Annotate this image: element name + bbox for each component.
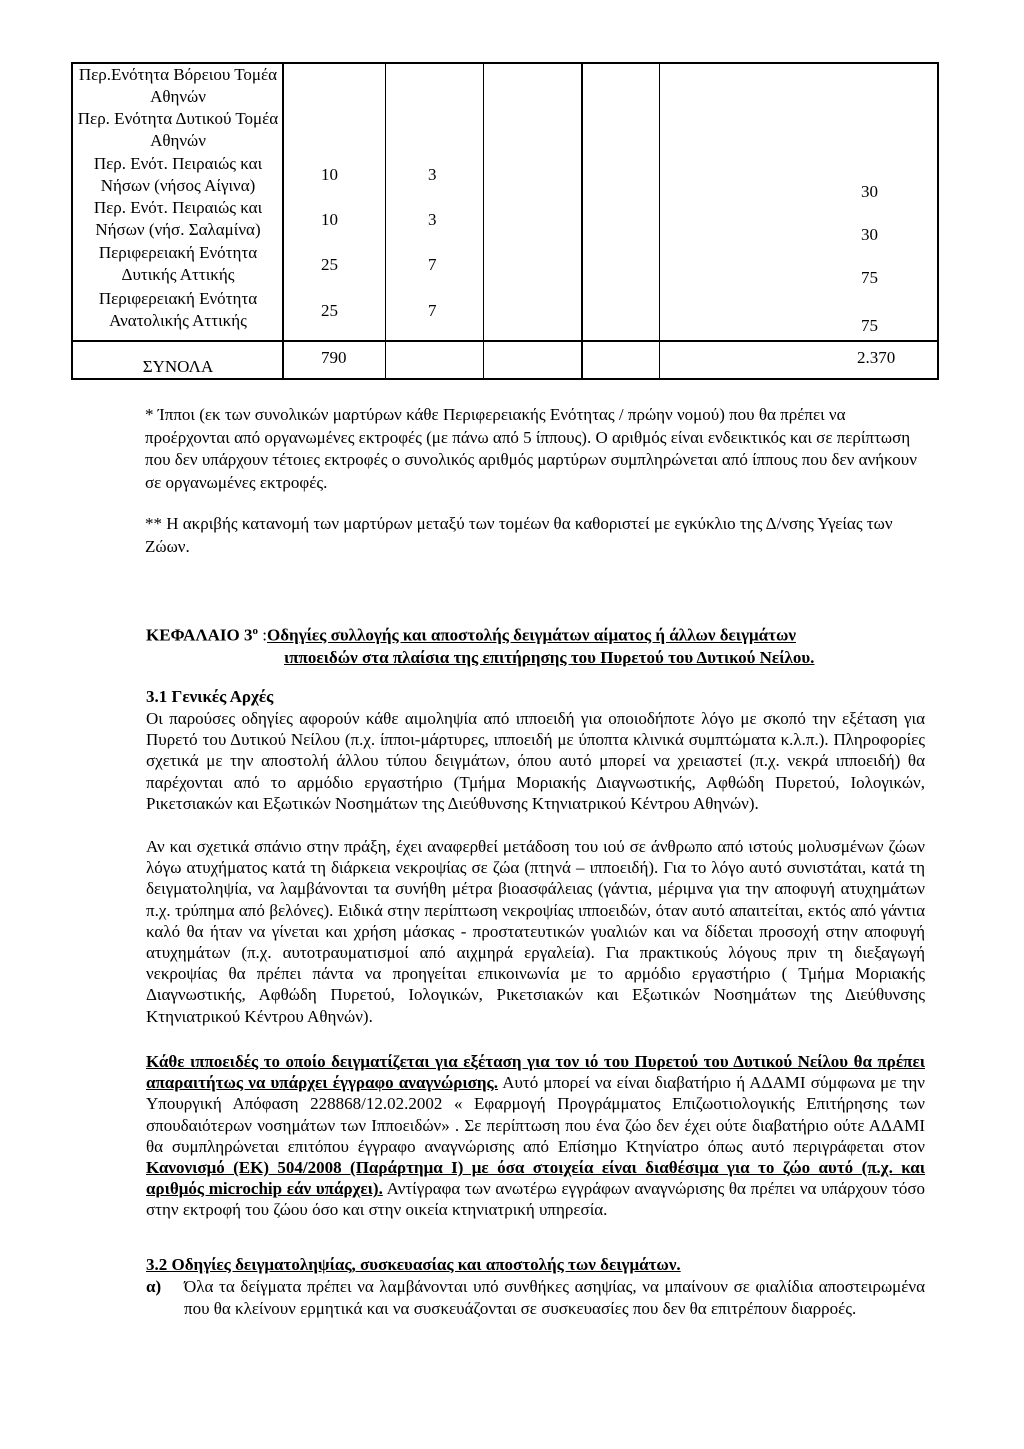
chapter-label-sup: ο — [252, 625, 259, 637]
list-item-marker: α) — [146, 1277, 162, 1296]
section-heading-3-2: 3.2 Οδηγίες δειγματοληψίας, συσκευασίας και αποστολής των δειγμάτων. — [146, 1255, 681, 1274]
table-cell: 25 — [321, 301, 338, 320]
table-col-divider — [581, 64, 583, 378]
chapter-title-line1: Οδηγίες συλλογής και αποστολής δειγμάτων αίματος ή άλλων δειγμάτων — [267, 625, 797, 645]
identification-requirement: Κάθε ιπποειδές το οποίο δειγματίζεται για εξέταση για τον ιό του Πυρετού του Δυτικού Νείλου θα πρέπει απαραιτήτως να υπάρχει έγγραφο αναγνώρισης. — [146, 1052, 925, 1093]
identification-text-b: Αντίγραφα των ανωτέρω εγγράφων αναγνώρισης θα πρέπει να υπάρχουν τόσο στην εκτροφή του ζώου όσο και στην οικεία κτηνιατρική υπηρεσία. — [146, 1179, 925, 1220]
paragraph-identification — [146, 1051, 925, 1221]
witness-distribution-table — [71, 62, 939, 380]
table-cell: 3 — [428, 165, 437, 184]
table-row-label: Περ. Ενότ. Πειραιώς και Νήσων (νήσ. Σαλαμίνα) — [93, 198, 263, 239]
paragraph-general-principles: Οι παρούσες οδηγίες αφορούν κάθε αιμοληψία από ιπποειδή για οποιοδήποτε λόγο με σκοπό την εξέταση για Πυρετό του Δυτικού Νείλου (π.χ. ίπποι-μάρτυρες, ιπποειδή με ύποπτα κλινικά συμπτώματα κ.λ.π.). Πληροφορίες σχετικά με την αποστολή άλλου τύπου δειγμάτων, όπου αυτό μπορεί να χρειαστεί (π.χ. νεκρά ιπποειδή) θα παρέχονται από το αρμόδιο εργαστήριο (Τμήμα Μοριακής Διαγνωστικής, Αφθώδη Πυρετού, Ιολογικών, Ρικετσιακών και Εξωτικών Νοσημάτων της Διεύθυνσης Κτηνιατρικού Κέντρου Αθηνών). — [146, 709, 925, 813]
table-totals-cell: 2.370 — [857, 348, 896, 367]
table-cell: 3 — [428, 210, 437, 229]
chapter-label: ΚΕΦΑΛΑΙΟ 3 — [146, 625, 253, 645]
table-cell: 10 — [321, 165, 338, 184]
table-cell: 25 — [321, 255, 338, 274]
table-cell: 30 — [861, 182, 878, 201]
table-cell: 7 — [428, 255, 437, 274]
regulation-reference: Κανονισμό (ΕΚ) 504/2008 (Παράρτημα Ι) με όσα στοιχεία είναι διαθέσιμα για το ζώο αυτό (π.χ. και αριθμός microchip εάν υπάρχει). — [146, 1158, 925, 1199]
table-row-label: Περ. Ενότ. Πειραιώς και Νήσων (νήσος Αίγινα) — [93, 154, 263, 195]
table-col-divider — [659, 64, 660, 378]
table-row-label: Περ. Ενότητα Δυτικού Τομέα Αθηνών — [77, 109, 279, 150]
section-heading-3-1: 3.1 Γενικές Αρχές — [146, 687, 274, 706]
table-cell: 75 — [861, 316, 878, 335]
table-cell: 7 — [428, 301, 437, 320]
table-totals-divider — [73, 340, 937, 342]
table-col-divider — [483, 64, 484, 378]
chapter-separator: : — [258, 625, 267, 645]
table-cell: 75 — [861, 268, 878, 287]
table-row-label: Περιφερειακή Ενότητα Δυτικής Αττικής — [98, 243, 258, 284]
footnote-horses: * Ίπποι (εκ των συνολικών μαρτύρων κάθε Περιφερειακής Ενότητας / πρώην νομού) που θα πρέπει να προέρχονται από οργανωμένες εκτροφές (με πάνω από 5 ίππους). Ο αριθμός είναι ενδεικτικός και σε περίπτωση που δεν υπάρχουν τέτοιες εκτροφές ο συνολικός αριθμός μαρτύρων συμπληρώνεται από ίππους που δεν ανήκουν σε οργανωμένες εκτροφές. — [145, 405, 917, 492]
footnote-distribution: ** Η ακριβής κατανομή των μαρτύρων μεταξύ των τομέων θα καθοριστεί με εγκύκλιο της Δ/νσης Υγείας των Ζώων. — [145, 514, 893, 556]
table-totals-cell: 790 — [321, 348, 347, 367]
table-totals-label: ΣΥΝΟΛΑ — [142, 357, 214, 376]
table-row-label: Περ.Ενότητα Βόρειου Τομέα Αθηνών — [78, 65, 278, 106]
chapter-title-line2: ιπποειδών στα πλαίσια της επιτήρησης του Πυρετού του Δυτικού Νείλου. — [284, 647, 815, 667]
list-item-text: Όλα τα δείγματα πρέπει να λαμβάνονται υπό συνθήκες ασηψίας, να μπαίνουν σε φιαλίδια αποστειρωμένα που θα κλείνουν ερμητικά και να συσκευάζονται σε συσκευασίες που δεν θα επιτρέπουν διαρροές. — [184, 1277, 925, 1318]
paragraph-biosafety: Αν και σχετικά σπάνιο στην πράξη, έχει αναφερθεί μετάδοση του ιού σε άνθρωπο από ιστούς μολυσμένων ζώων λόγω ατυχήματος κατά τη διάρκεια νεκροψίας σε ζώα (πτηνά – ιπποειδή). Για το λόγο αυτό συνιστάται, κατά τη δειγματοληψία, να λαμβάνονται τα συνήθη μέτρα βιοασφάλειας (γάντια, μέριμνα για την αποφυγή ατυχημάτων π.χ. τρύπημα από βελόνες). Ειδικά στην περίπτωση νεκροψίας ιπποειδών, όταν αυτό απαιτείται, εκτός από γάντια καλό θα ήταν να γίνεται και χρήση μάσκας - προστατευτικών γυαλιών και να δίδεται προσοχή στην αποφυγή ατυχημάτων (π.χ. αυτοτραυματισμοί από αιχμηρά εργαλεία). Για πρακτικούς λόγους πριν τη διεξαγωγή νεκροψίας θα πρέπει πάντα να προηγείται επικοινωνία με το αρμόδιο εργαστήριο ( Τμήμα Μοριακής Διαγνωστικής, Αφθώδη Πυρετού, Ιολογικών, Ρικετσιακών και Εξωτικών Νοσημάτων της Διεύθυνσης Κτηνιατρικού Κέντρου Αθηνών). — [146, 837, 925, 1026]
table-cell: 10 — [321, 210, 338, 229]
chapter-heading — [146, 620, 926, 669]
table-col-divider — [385, 64, 386, 378]
table-row-label: Περιφερειακή Ενότητα Ανατολικής Αττικής — [98, 289, 258, 330]
table-cell: 30 — [861, 225, 878, 244]
identification-text-a: Αυτό μπορεί να είναι διαβατήριο ή ΑΔΑΜΙ σύμφωνα με την Υπουργική Απόφαση 228868/12.02.2002 « Εφαρμογή Προγράμματος Επιζωοτιολογικής Επιτήρησης των σπουδαιότερων νοσημάτων των Ιπποειδών» . Σε περίπτωση που ένα ζώο δεν έχει ούτε διαβατήριο ούτε ΑΔΑΜΙ θα συμπληρώνεται επιτόπου έγγραφο αναγνώρισης από Επίσημο Κτηνίατρο όπως αυτό περιγράφεται στον — [146, 1073, 925, 1156]
